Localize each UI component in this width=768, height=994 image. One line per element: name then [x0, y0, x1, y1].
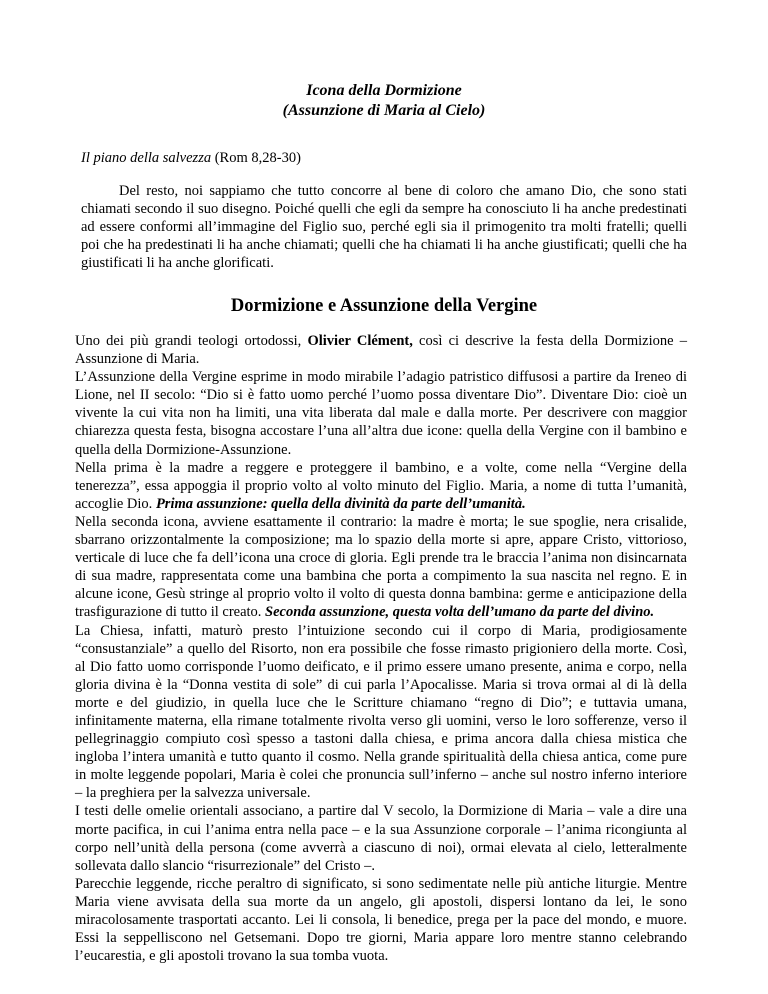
- scripture-title: Il piano della salvezza: [81, 150, 212, 166]
- paragraph-second-icon: [75, 513, 687, 622]
- title-line-1: Icona della Dormizione: [306, 82, 462, 99]
- author-name: Olivier Clément,: [307, 333, 413, 349]
- second-icon-text: Nella seconda icona, avviene esattamente il contrario: la madre è morta; le sue spoglie, nera crisalide, sbarrano orizzontalmente la composizione; ma lo spazio della morte si apre, appare Cristo, vittorioso, verticale di luce che fa dell’icona una croce di gloria. Egli prende tra le braccia l’anima non disincarnata di sua madre, rappresentata come una bambina che porta a compimento la sua nascita nel regno. E in alcune icone, Gesù stringe al proprio volto il volto di questa donna bambina: germe e anticipazione della trasfigurazione di tutto il creato.: [75, 513, 687, 621]
- scripture-reference: [81, 149, 301, 167]
- article-body: [75, 332, 687, 965]
- paragraph-homilies: I testi delle omelie orientali associano, a partire dal V secolo, la Dormizione di Maria – vale a dire una morte pacifica, in cui l’anima entra nella pace – e la sua Assunzione corporale – l’anima ricongiunta al corpo nell’unità della persona (come avverrà a ciascuno di noi), ormai elevata al cielo, letteralmente sollevata dallo slancio “risurrezionale” del Cristo –.: [75, 803, 687, 874]
- paragraph-intro: [75, 332, 687, 368]
- paragraph-first-icon: [75, 459, 687, 513]
- scripture-quote: Del resto, noi sappiamo che tutto concorre al bene di coloro che amano Dio, che sono stati chiamati secondo il suo disegno. Poiché quelli che egli da sempre ha conosciuto li ha anche predestinati ad essere conformi all’immagine del Figlio suo, perché egli sia il primogenito tra molti fratelli; quelli poi che ha predestinati li ha anche chiamati; quelli che ha chiamati li ha anche giustificati; quelli che ha giustificati li ha anche glorificati.: [81, 183, 687, 271]
- first-icon-text: Nella prima è la madre a reggere e proteggere il bambino, e a volte, come nella “Vergine della tenerezza”, essa appoggia il proprio volto al volto minuto del Figlio. Maria, a nome di tutta l’umanità, accoglie Dio.: [75, 459, 687, 512]
- paragraph-adage: L’Assunzione della Vergine esprime in modo mirabile l’adagio patristico diffusosi a partire da Ireneo di Lione, nel II secolo: “Dio si è fatto uomo perché l’uomo possa diventare Dio”. Diventare Dio: cioè un vivente la cui vita non ha limiti, una vita liberata dal male e dalla morte. Per descrivere con maggior chiarezza questa festa, bisogna accostare l’una all’altra due icone: quella della Vergine con il bambino e quella della Dormizione-Assunzione.: [75, 369, 687, 458]
- intro-text-after: così ci descrive la festa della Dormizione – Assunzione di Maria.: [75, 333, 687, 368]
- paragraph-church: La Chiesa, infatti, maturò presto l’intuizione secondo cui il corpo di Maria, prodigiosamente “consustanziale” a quello del Risorto, non era possibile che fosse rimasto prigioniero della morte. Così, al Dio fatto uomo corrisponde l’uomo deificato, e il primo essere umano presente, anima e corpo, nella gloria divina è la “Donna vestita di sole” di cui parla l’Apocalisse. Maria si trova ormai al di là della morte e del giudizio, in quella luce che le Scritture chiamano “regno di Dio”; e tuttavia umana, infinitamente materna, ella rimane totalmente rivolta verso gli uomini, verso le loro sofferenze, verso il pellegrinaggio compiuto così spesso a tastoni dalla chiesa, e prima ancora dalla chiesa mistica che ingloba l’intera umanità e tutto quanto il cosmo. Nella grande spiritualità della chiesa antica, come pure in molte leggende popolari, Maria è colei che pronuncia sull’inferno – anche sul nostro inferno interiore – la preghiera per la salvezza universale.: [75, 622, 687, 802]
- second-assumption-emphasis: Seconda assunzione, questa volta dell’umano da parte del divino.: [265, 604, 655, 621]
- scripture-citation: (Rom 8,28-30): [211, 150, 301, 166]
- first-assumption-emphasis: Prima assunzione: quella della divinità da parte dell’umanità.: [155, 495, 526, 512]
- document-title: [0, 81, 768, 121]
- title-line-2: (Assunzione di Maria al Cielo): [282, 102, 486, 119]
- paragraph-legends: Parecchie leggende, ricche peraltro di significato, si sono sedimentate nelle più antiche liturgie. Mentre Maria viene avvisata della sua morte da un angelo, gli apostoli, dispersi lontano da lei, le sono miracolosamente trasportati accanto. Lei li consola, li benedice, prega per la pace del mondo, e muore. Essi la seppelliscono nel Getsemani. Dopo tre giorni, Maria appare loro mentre stanno celebrando l’eucarestia, e gli apostoli trovano la sua tomba vuota.: [75, 875, 687, 965]
- section-heading: Dormizione e Assunzione della Vergine: [230, 296, 538, 316]
- intro-text-before: Uno dei più grandi teologi ortodossi,: [75, 333, 308, 349]
